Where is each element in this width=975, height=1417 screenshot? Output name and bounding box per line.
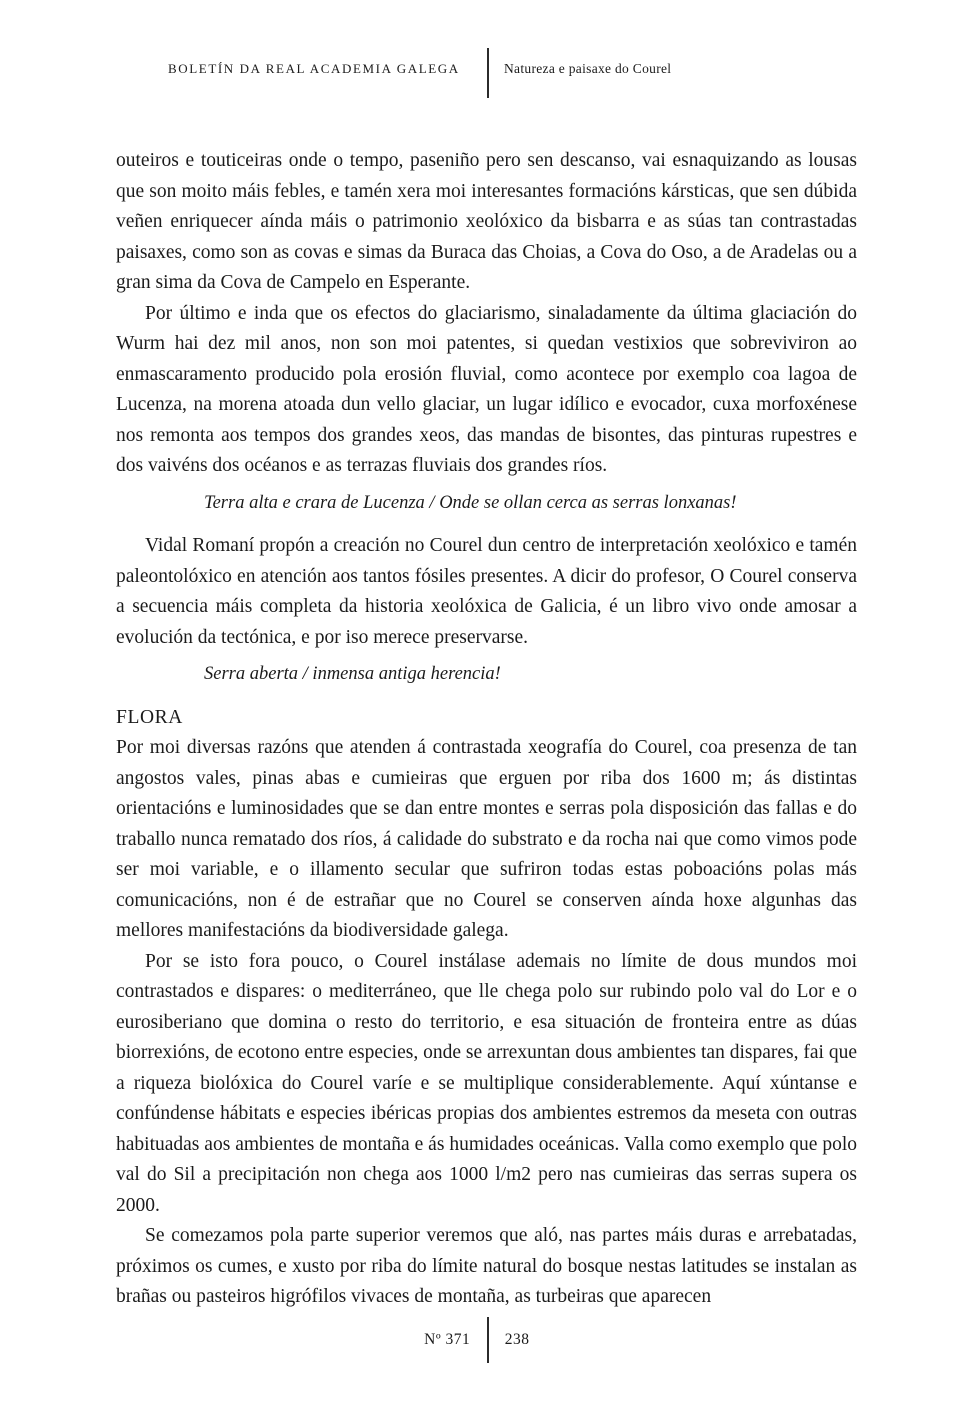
article-title: Natureza e paisaxe do Courel	[504, 61, 672, 76]
page-footer	[0, 1317, 975, 1363]
paragraph-glaciarism: Por último e inda que os efectos do glaciarismo, sinaladamente da última glaciación do Wurm hai dez mil anos, non son moi patentes, si quedan vestixios que sobreviviron ao enmascaramento producido pola erosión fluvial, como acontece por exemplo coa lagoa de Lucenza, na morena atoada dun vello glaciar, un lugar idílico e evocador, cuxa morfoxénese nos remonta aos tempos dos grandes xeos, das mandas de bisontes, das pinturas rupestres e dos vaivéns dos océanos e as terrazas fluviais dos grandes ríos.	[116, 302, 857, 476]
verse-quote-serra-aberta: Serra aberta / inmensa antiga herencia!	[204, 664, 501, 684]
paragraph-upper-mountain: Se comezamos pola parte superior veremos que aló, nas partes máis duras e arrebatadas, próximos os cumes, e xusto por riba do límite natural do bosque nestas latitudes se instalan as brañas ou pasteiros higrófilos vivaces de montaña, as turbeiras que aparecen	[116, 1225, 857, 1307]
page-header	[0, 48, 975, 98]
body-text	[116, 146, 857, 1313]
page-number: 238	[504, 1331, 530, 1348]
issue-number: Nº 371	[424, 1331, 471, 1348]
section-heading-flora: FLORA	[116, 706, 183, 728]
header-divider	[487, 48, 489, 98]
journal-title: BOLETÍN DA REAL ACADEMIA GALEGA	[168, 61, 460, 76]
paragraph-two-worlds: Por se isto fora pouco, o Courel instálase ademais no límite de dous mundos moi contrastados e dispares: o mediterráneo, que lle chega polo sur rubindo polo val do Lor e o eurosiberiano que domina o resto do territorio, e esa situación de fronteira entre as dúas biorrexións, de ecotono entre especies, onde se arrexuntan dous ambientes tan dispares, fai que a riqueza biolóxica do Courel varíe e se multiplique considerablemente. Aquí xúntanse e confúndense hábitats e especies ibéricas propias dos ambientes estremos da meseta con outras habituadas aos ambientes de montaña e ás humidades oceánicas. Valla como exemplo que polo val do Sil a precipitación non chega aos 1000 l/m2 pero nas cumieiras das serras supera os 2000.	[116, 950, 857, 1216]
verse-quote-lucenza: Terra alta e crara de Lucenza / Onde se ollan cerca as serras lonxanas!	[204, 492, 737, 513]
paragraph-geology-karst: outeiros e touticeiras onde o tempo, paseniño pero sen descanso, vai esnaquizando as lousas que son moito máis febles, e tamén xera moi interesantes formacións kársticas, que sen dúbida veñen enriquecer aínda máis o patrimonio xeolóxico da bisbarra e as súas tan contrastadas paisaxes, como son as covas e simas da Buraca das Choias, a Cova do Oso, a de Aradelas ou a gran sima da Cova de Campelo en Esperante.	[116, 150, 857, 293]
paragraph-vidal-romani: Vidal Romaní propón a creación no Courel dun centro de interpretación xeolóxico e tamén paleontolóxico en atención aos tantos fósiles presentes. A dicir do profesor, O Courel conserva a secuencia máis completa da historia xeolóxica de Galicia, é un libro vivo onde amosar a evolución da tectónica, e por iso merece preservarse.	[116, 535, 857, 648]
paragraph-flora-intro: Por moi diversas razóns que atenden á contrastada xeografía do Courel, coa presenza de tan angostos vales, pinas abas e cumieiras que erguen por riba dos 1600 m; ás distintas orientacións e luminosidades que se dan entre montes e serras pola disposición das fallas e do traballo nunca rematado dos ríos, á calidade do substrato e da rocha nai que como vimos pode ser moi variable, e o illamento secular que sufriron todas estas poboacións polas más comunicacións, non é de estrañar que no Courel se conserven aínda hoxe algunhas das mellores manifestacións da biodiversidade galega.	[116, 737, 857, 941]
